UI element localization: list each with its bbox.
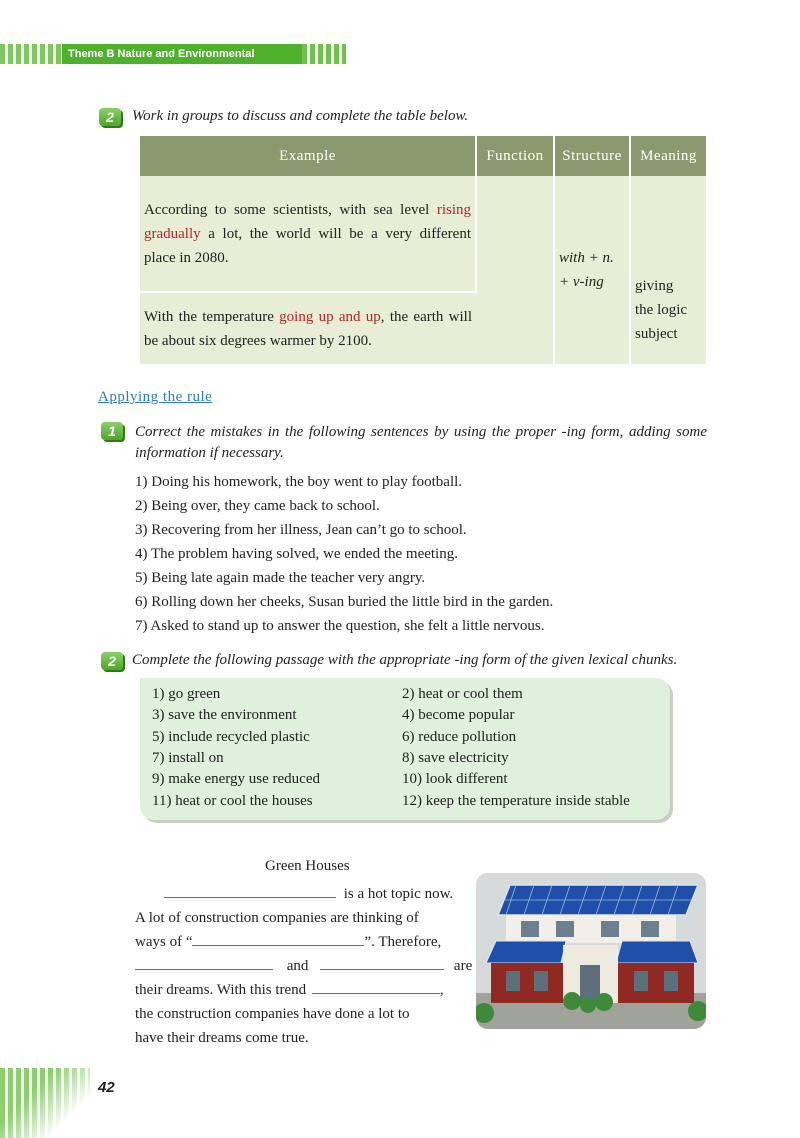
passage-text: ways of “ [135, 934, 193, 950]
chunk-item: 8) save electricity [402, 749, 509, 766]
function-cell [476, 176, 554, 364]
passage-text: their dreams. With this trend [135, 982, 307, 998]
chunk-item: 10) look different [402, 771, 508, 788]
passage-text: , [439, 982, 444, 998]
blank-field[interactable] [192, 930, 364, 946]
chunk-item: 7) install on [152, 749, 224, 766]
blank-field[interactable] [135, 954, 273, 970]
passage-text: have their dreams come true. [135, 1030, 309, 1046]
passage-line [135, 954, 473, 978]
passage-line [135, 1002, 459, 1026]
meaning-line: subject [635, 326, 678, 342]
passage-title: Green Houses [265, 858, 350, 874]
chunk-item: 5) include recycled plastic [152, 728, 310, 745]
passage-text: is a hot topic now. [343, 886, 454, 902]
example-highlight: going up and up [279, 308, 381, 325]
chunk-item: 1) go green [152, 686, 221, 702]
green-house-photo [476, 873, 706, 1029]
theme-label: Theme B Nature and Environmental Protection [62, 44, 302, 64]
header-structure: Structure [554, 136, 630, 176]
structure-cell [554, 176, 630, 364]
pixel-decoration-footer [0, 1068, 90, 1138]
example-highlight: rising gradually [144, 201, 471, 242]
passage-line [135, 1026, 459, 1050]
example-text: With the temperature [144, 308, 280, 325]
meaning-cell [630, 176, 706, 364]
table-row [140, 176, 706, 292]
task-instruction: Work in groups to discuss and complete the table below. [132, 108, 469, 124]
list-item: 5) Being late again made the teacher very angry. [135, 570, 426, 586]
example-cell [140, 176, 476, 292]
chunk-item: 9) make energy use reduced [152, 771, 320, 788]
chunk-item: 11) heat or cool the houses [152, 792, 313, 809]
passage-text: are [453, 958, 473, 974]
exercise-instruction: Correct the mistakes in the following sentences by using the proper -ing form, adding some information if necessary. [135, 424, 707, 461]
chunk-item: 12) keep the temperature inside stable [402, 792, 630, 809]
passage-line [135, 978, 459, 1002]
passage-text: A lot of construction companies are thinking of [135, 910, 419, 926]
pixel-decoration-right [302, 44, 346, 64]
header-meaning: Meaning [630, 136, 706, 176]
page-number: 42 [98, 1079, 115, 1096]
meaning-line: giving [635, 278, 674, 294]
passage-text: the construction companies have done a lot to [135, 1006, 410, 1022]
passage-line [135, 906, 459, 930]
list-item: 2) Being over, they came back to school. [135, 498, 380, 514]
theme-header [0, 42, 350, 80]
section-title-applying: Applying the rule [98, 389, 213, 405]
task-number-badge: 2 [99, 108, 121, 126]
exercise-number-badge: 2 [101, 652, 123, 670]
structure-line: with + n. [559, 250, 614, 266]
chunk-item: 3) save the environment [152, 707, 297, 724]
grammar-table [140, 136, 706, 364]
sentence-list [135, 470, 553, 638]
exercise-number-badge: 1 [101, 422, 123, 440]
example-text: According to some scientists, with sea level [144, 201, 437, 218]
list-item: 3) Recovering from her illness, Jean can’t go to school. [135, 522, 467, 538]
lexical-chunk-box [140, 678, 670, 820]
chunk-item: 6) reduce pollution [402, 728, 517, 745]
list-item: 4) The problem having solved, we ended the meeting. [135, 546, 458, 562]
example-text: a lot, the world will be a very different place in 2080. [144, 225, 471, 266]
structure-line: + v-ing [559, 274, 604, 290]
table-header-row [140, 136, 706, 176]
passage-line [135, 882, 459, 906]
pixel-decoration-left [0, 44, 62, 64]
header-function: Function [476, 136, 554, 176]
header-example: Example [140, 136, 476, 176]
chunk-item: 2) heat or cool them [402, 686, 523, 702]
list-item: 6) Rolling down her cheeks, Susan buried the little bird in the garden. [135, 594, 554, 610]
passage-text: and [286, 958, 309, 974]
blank-field[interactable] [320, 954, 444, 970]
example-cell [140, 292, 476, 364]
exercise-instruction: Complete the following passage with the appropriate -ing form of the given lexical chunks. [132, 652, 678, 668]
blank-field[interactable] [312, 978, 440, 994]
list-item: 1) Doing his homework, the boy went to play football. [135, 474, 463, 490]
example-text: , the earth will be about six degrees warmer by 2100. [144, 308, 472, 349]
passage-line [135, 930, 459, 954]
passage-body [135, 882, 473, 1050]
blank-field[interactable] [164, 882, 336, 898]
meaning-line: the logic [635, 302, 688, 318]
list-item: 7) Asked to stand up to answer the question, she felt a little nervous. [135, 618, 545, 634]
chunk-item: 4) become popular [402, 707, 515, 724]
passage-text: ”. Therefore, [364, 934, 442, 950]
green-house-illustration [476, 873, 706, 1029]
